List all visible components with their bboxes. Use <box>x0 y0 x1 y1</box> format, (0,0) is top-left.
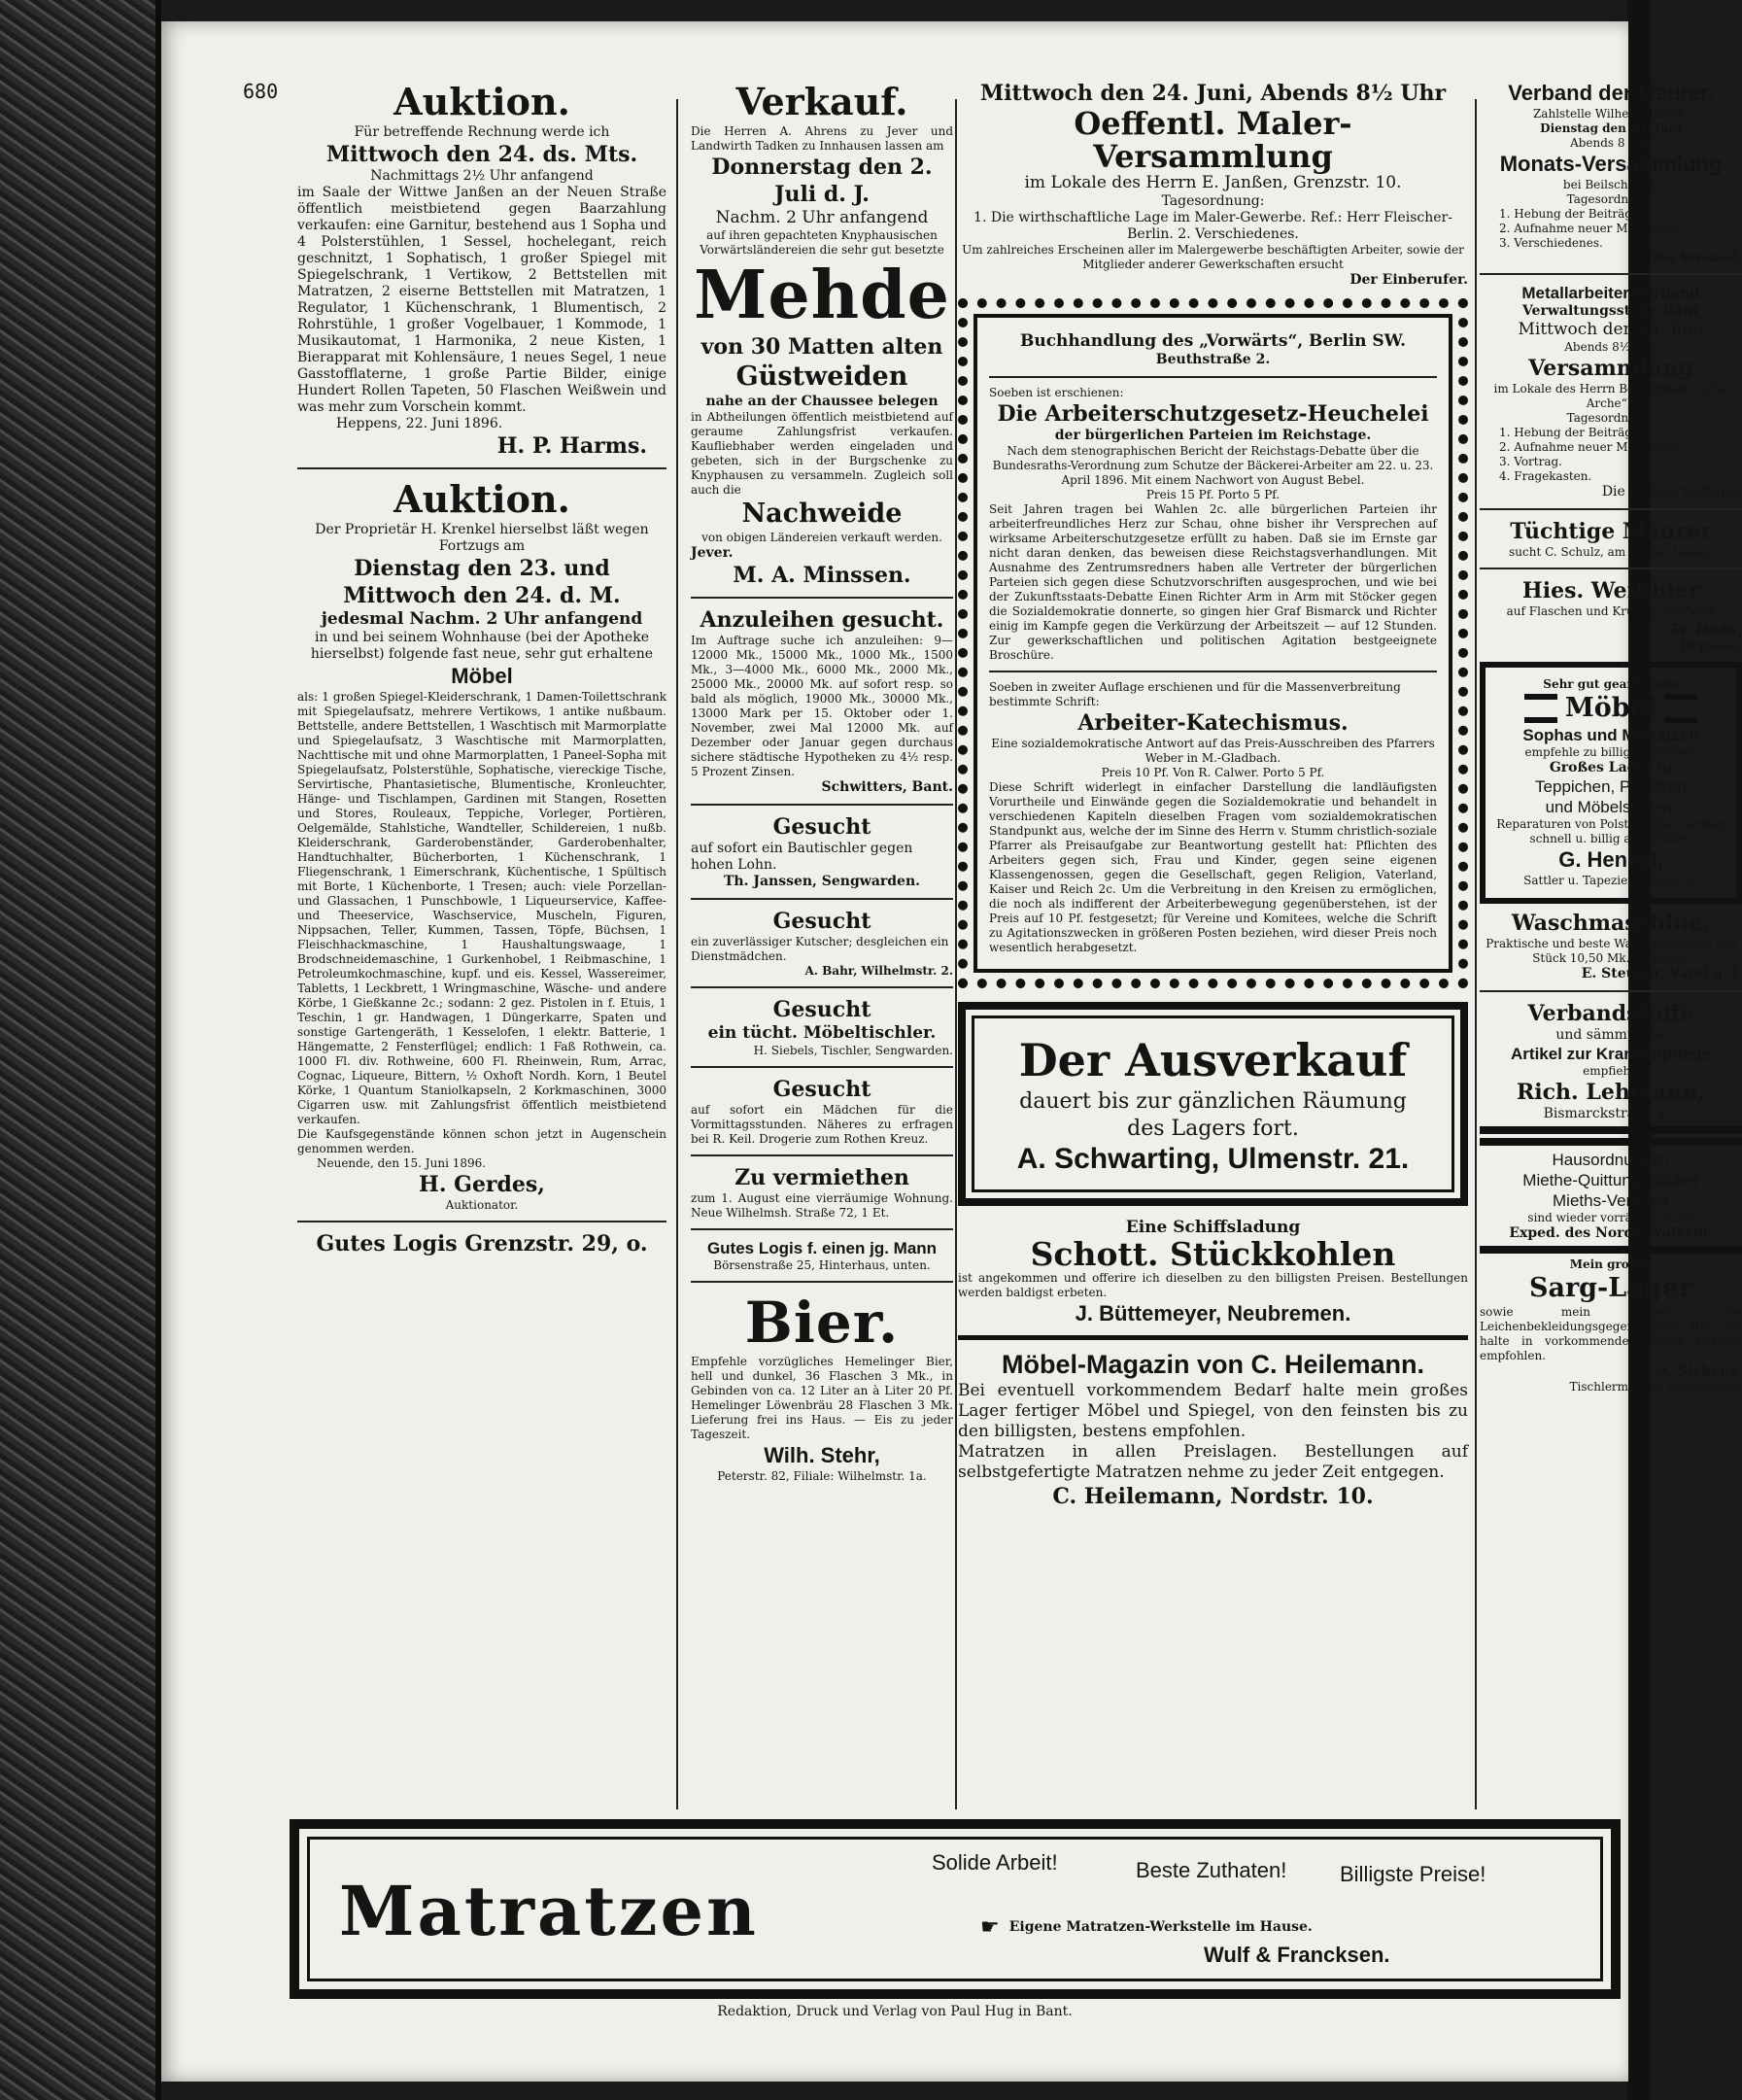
verkauf-sub3: nahe an der Chaussee belegen <box>705 394 939 409</box>
divider <box>1480 568 1742 569</box>
sarg-top: Mein großes <box>1569 1257 1653 1271</box>
auktion2-title: Auktion. <box>393 477 570 521</box>
gesucht1-signature: Th. Janssen, Sengwarden. <box>723 874 921 889</box>
moebelbox-line5: und Möbelstoffen. <box>1545 798 1677 816</box>
gesucht4-body: auf sofort ein Mädchen für die Vormittagsstunden. Näheres zu erfragen bei R. Keil. Drogerie zum Rothen Kreuz. <box>691 1103 953 1146</box>
maler-body: Um zahlreiches Erscheinen aller im Malergewerbe beschäftigten Arbeiter, sowie der Mitglieder anderer Gewerkschaften ersucht <box>962 243 1464 271</box>
kohlen-body: ist angekommen und offerire ich dieselben zu den billigsten Preisen. Bestellungen werden baldigst erbeten. <box>958 1271 1468 1299</box>
gesucht1-body: auf sofort ein Bautischler gegen hohen Lohn. <box>691 841 913 873</box>
auktion1-intro: Für betreffende Rechnung werde ich <box>354 124 610 140</box>
auktion2-body: als: 1 großen Spiegel-Kleiderschrank, 1 Damen-Toilettschrank mit Spiegelaufsatz, mehrere Vertikows, 1 antike nußbaum. Bettstelle, andere Bettstellen, 1 Waschtisch mit Marmorplatte und Spiegelaufsatz, 3 Waschtische mit Marmorplatten, Nachttische mit und ohne Marmorplatten, 1 Paneel-Sopha mit Spiegelaufsatz, Polsterstühle, Sophatische, viereckige Tische, Servirtische, Phantasietische, Blumentische, Kronleuchter, Hänge- und Tischlampen, Gardinen mit Stangen, Rosetten und Stores, Rouleaux, Teppiche, Vorleger, Portièren, Oelgemälde, Stahlstiche, Wandteller, Schildereien, 1 nußb. Kleiderschrank, Garderobenständer, Garderobenhalter, Handtuchhalter, Bücherborten, 1 Küchenschrank, 1 Fliegenschrank, 1 Eimerschrank, Küchentische, 1 Spültisch mit Borte, 1 Küchenborte, 1 Tresen; auch: viele Porzellan- und Glassachen, 1 Punschbowle, 1 Liqueurservice, Kaffee- und Theeservice, Waschservice, Muscheln, Figuren, Nippsachen, Teller, Kummen, Tassen, Töpfe, Büchsen, 1 Fleischhackmaschine, 1 Haushaltungswaage, 1 Brodschneidemaschine, 1 Gurkenhobel, 1 Reibmaschine, 1 Petroleumkochmaschine, kupf. und eis. Kessel, Wassereimer, Tabletts, 1 Leckbrett, 1 Wringmaschine, Wäsche- und andere Körbe, 1 Gießkanne 2c.; sodann: 2 gez. Pistolen in f. Etuis, 1 Teschin, 1 gr. Handwagen, 1 Düngerkarre, Spaten und sonstige Gartengeräth, 1 Kesselofen, 1 elektr. Batterie, 1 Hängematte, 2 Fensterflügel; endlich: 1 Faß Rothwein, ca. 1000 Fl. div. Rothweine, 600 Fl. Rheinwein, Rum, Arrac, Cognac, Liqueure, Bittern, ½ Oxhoft Nordh. Korn, 1 Beutel Körke, 1 Quantum Staniolkapseln, 2 Korkmaschinen, 3000 Cigarren usw. mit Zahlungsfrist öffentlich meistbietend verkaufen. <box>297 690 666 1126</box>
gesucht2-body: ein zuverlässiger Kutscher; desgleichen ein Dienstmädchen. <box>691 935 949 963</box>
buch-body2: Diese Schrift widerlegt in einfacher Darstellung die landläufigsten Vorurtheile und Einwände gegen die Sozialdemokratie und behandelt in verschiedenen Kapiteln dieselben Fragen vom sozialdemokratischen Standpunkt aus, welche der im Sinne des Herrn v. Stumm christlich-soziale Pfarrer als Preisaufgabe zur Beantwortung gestellt hat: Pflichten des Arbeiters gegen sich, Frau und Kinder, gegen seine eigenen Klassengenossen, gegen die Gesellschaft, gegen Religion, Vaterland, Kaiser und Reich 2c. Um die Verbreitung in den Kreisen zu ermöglichen, die noch als indifferent der Arbeiterbewegung gegenüberstehen, ist der Preis auf 10 Pf. festgesetzt; für Vereine und Komitees, welche die Schrift zu Agitationszwecken in größeren Posten beziehen, wird dieser Preis noch wesentlich herabgesetzt. <box>989 780 1437 954</box>
metall-signature: Die Ortsverwaltung. <box>1601 484 1742 499</box>
maurer2-body: sucht C. Schulz, am Banter Hafen. <box>1509 545 1713 559</box>
logis-ad: Gutes Logis Grenzstr. 29, o. <box>316 1231 648 1257</box>
metall-big: Versammlung <box>1528 356 1693 381</box>
divider <box>691 1228 953 1230</box>
heilemann-signature: C. Heilemann, Nordstr. 10. <box>1052 1484 1374 1509</box>
maurer-agenda-3: 3. Verschiedenes. <box>1499 236 1603 250</box>
divider <box>297 467 666 469</box>
verband-line2: Artikel zur Krankenpflege <box>1511 1045 1711 1063</box>
maler-agenda-title: Tagesordnung: <box>1161 193 1265 209</box>
moebelbox-signature: G. Henkel, <box>1558 847 1663 872</box>
buch-body: Seit Jahren tragen bei Wahlen 2c. alle bürgerlichen Parteien ihr arbeiterfreundliches Herz zur Schau, ohne bisher ihr Versprechen auf wirksame Arbeiterschutzgesetze erfüllt zu haben. Daß sie im Ernste gar nicht daran denken, das beweisen diese Reichstagsverhandlungen. Mit Ausnahme des Zentrumsredners haben alle Vertreter der bürgerlichen Parteien sich gegen diese Schutzvorschriften ausgesprochen, und wie bei der Zukunftsstaats-Debatte Einen Richter Arm in Arm mit Stöcker gegen die Sozialdemokratie donnerte, so gingen hier Graf Bismarck und Richter einig im Kampfe gegen die Verkürzung der Arbeitszeit — auf 12 Stunden. Zur gewerkschaftlichen und politischen Agitation bestgeeignete Broschüre. <box>989 502 1437 662</box>
buch-header: Buchhandlung des „Vorwärts“, Berlin SW. <box>1019 331 1407 351</box>
newspaper-page <box>161 21 1742 2082</box>
maurer-date: Dienstag den 23. Juni <box>1540 121 1682 135</box>
weissbier-place: Heppens. <box>1680 639 1742 653</box>
divider <box>691 1066 953 1068</box>
verkauf-time: Nachm. 2 Uhr anfangend <box>715 208 929 227</box>
matratzen-s2: Beste Zuthaten! <box>1136 1858 1287 1882</box>
buch-street: Beuthstraße 2. <box>1155 352 1271 367</box>
auktion1-place-date: Heppens, 22. Juni 1896. <box>336 416 503 431</box>
verkauf-intro: Die Herren A. Ahrens zu Jever und Landwirth Tadken zu Innhausen lassen am <box>691 124 953 153</box>
maurer-signature: Der Vorstand. <box>1652 251 1742 264</box>
ausverkauf-signature: A. Schwarting, Ulmenstr. 21. <box>1016 1143 1410 1175</box>
buch-desc: Nach dem stenographischen Bericht der Reichstags-Debatte über die Bundesraths-Verordnung zum Schutze der Bäckerei-Arbeiter am 22. u. 23. April 1896. Mit einem Nachwort von August Bebel. <box>992 444 1434 487</box>
verband-title: Verbandstoffe <box>1527 1001 1694 1026</box>
moebelbox-address: Sattler u. Tapezier, Wallstr. 4. <box>1523 874 1698 887</box>
wasch-body: Praktische und beste Waschmaschine, das Stück 10,50 Mk. empfiehlt <box>1486 937 1736 965</box>
anzuleihen-signature: Schwitters, Bant. <box>821 779 953 795</box>
auktion1-date: Mittwoch den 24. ds. Mts. <box>325 142 638 167</box>
sarg-body: sowie mein Lager von Leichenbekleidungsgegenständen aller Art halte in vorkommenden Fällen bestens empfohlen. <box>1480 1305 1742 1362</box>
moebelbox-title: Möbel <box>1564 693 1657 723</box>
divider <box>691 1154 953 1156</box>
metall-agenda-title: Tagesordnung: <box>1566 411 1656 425</box>
divider <box>691 986 953 988</box>
ausverkauf-line2: des Lagers fort. <box>1127 1117 1299 1141</box>
moebelbox-title-row <box>1493 692 1728 725</box>
maler-agenda: 1. Die wirthschaftliche Lage im Maler-Gewerbe. Ref.: Herr Fleischer-Berlin. 2. Verschiedenes. <box>973 210 1452 242</box>
matratzen-line-row <box>980 1915 1313 1940</box>
auktion2-intro2: in und bei seinem Wohnhause (bei der Apotheke hierselbst) folgende fast neue, sehr gut erhaltene <box>310 630 654 662</box>
matratzen-big: Matratzen <box>339 1871 759 1951</box>
metall-agenda-1: 1. Hebung der Beiträge. <box>1499 426 1643 439</box>
column-4 <box>1480 80 1742 1394</box>
verkauf-nachweide: Nachweide <box>741 499 903 529</box>
sarg-address: Tischlermeister, Neubremen. <box>1569 1380 1742 1394</box>
weissbier-signature: Fr. Maës, <box>1671 620 1742 638</box>
haus-line2: Miethe-Quittungsbücher <box>1522 1171 1699 1189</box>
auktion2-place-date: Neuende, den 15. Juni 1896. <box>317 1156 487 1170</box>
maurer-agenda-2: 2. Aufnahme neuer Mitglieder. <box>1499 222 1681 235</box>
page-number: 680 <box>243 80 279 103</box>
divider <box>297 1221 666 1222</box>
gesucht3-signature: H. Siebels, Tischler, Sengwarden. <box>753 1044 953 1057</box>
gesucht2-signature: A. Bahr, Wilhelmstr. 2. <box>804 964 953 978</box>
sarg-signature: A. Siebens, <box>1657 1363 1742 1379</box>
verkauf-body2: von obigen Ländereien verkauft werden. <box>701 531 942 544</box>
moebelbox-line6: Reparaturen von Polstermöbel werden schnell u. billig ausgeführt. <box>1496 817 1725 845</box>
anzuleihen-title: Anzuleihen gesucht. <box>700 607 944 633</box>
weissbier-body: auf Flaschen und Kruken empfiehlt <box>1506 604 1716 618</box>
maler-title: Oeffentl. Maler-Versammlung <box>1074 105 1352 175</box>
stripe-decoration <box>1664 694 1697 723</box>
vermiethen-body: zum 1. August eine vierräumige Wohnung. Neue Wilhelmsh. Straße 72, 1 Et. <box>691 1191 953 1220</box>
metall-sub: Verwaltungsstelle Bant <box>1521 303 1700 319</box>
moebel-box <box>1480 662 1742 904</box>
haus-body: sind wieder vorräthig in der <box>1527 1211 1694 1224</box>
verkauf-body: in Abtheilungen öffentlich meistbietend auf geraume Zahlungsfrist verkaufen. Kaufliebhaber werden eingeladen und gebeten, sich in der Burgschenke zu Knyphausen zu versammeln. Zugleich soll auch die <box>691 410 953 497</box>
verkauf-sub2: Güstweiden <box>735 361 908 392</box>
maurer-place: bei Beilschmidt. <box>1562 178 1659 191</box>
auktion1-time: Nachmittags 2½ Uhr anfangend <box>370 168 594 184</box>
maurer-agenda-1: 1. Hebung der Beiträge. <box>1499 207 1643 221</box>
divider <box>691 898 953 900</box>
kohlen-title: Eine Schiffsladung <box>1125 1218 1301 1237</box>
divider <box>691 597 953 599</box>
bier-signature: Wilh. Stehr, <box>764 1443 880 1467</box>
verband-signature: Rich. Lehmann, <box>1517 1080 1705 1105</box>
auktion1-signature: H. P. Harms. <box>496 433 647 459</box>
moebelbox-top: Sehr gut gearbeitete <box>1543 677 1679 691</box>
heilemann-body2: Matratzen in allen Preislagen. Bestellungen auf selbstgefertigte Matratzen nehme zu jeder Zeit entgegen. <box>958 1442 1468 1482</box>
gesucht3-body: ein tücht. Möbeltischler. <box>707 1023 937 1043</box>
gesucht3-title: Gesucht <box>772 997 871 1022</box>
metall-agenda-4: 4. Fragekasten. <box>1499 469 1592 483</box>
metall-time: Abends 8½ Uhr <box>1564 340 1657 354</box>
ausverkauf-line1: dauert bis zur gänzlichen Räumung <box>1019 1089 1407 1114</box>
imprint-footer: Redaktion, Druck und Verlag von Paul Hug in Bant. <box>717 2004 1073 2019</box>
book-binding <box>0 0 161 2100</box>
auktion2-note: Die Kaufsgegenstände können schon jetzt in Augenschein genommen werden. <box>297 1127 666 1155</box>
buch-desc2: Eine sozialdemokratische Antwort auf das Preis-Ausschreiben des Pfarrers Weber in M.-Gladbach. <box>991 737 1435 765</box>
kohlen-signature: J. Büttemeyer, Neubremen. <box>1075 1301 1351 1325</box>
maurer2-title: Tüchtige Maurer <box>1510 519 1712 544</box>
verband-line1: und sämmtliche <box>1555 1027 1666 1043</box>
matratzen-ad <box>290 1819 1621 1999</box>
verkauf-date: Donnerstag den 2. Juli d. J. <box>711 155 933 207</box>
logis2-body: Börsenstraße 25, Hinterhaus, unten. <box>713 1258 931 1272</box>
buch-price: Preis 15 Pf. Porto 5 Pf. <box>1145 488 1281 501</box>
verkauf-mehde: Mehde <box>694 257 950 334</box>
haus-line1: Hausordnungen <box>1552 1151 1670 1169</box>
auktion2-signature: H. Gerdes, <box>419 1172 545 1197</box>
verkauf-signature: M. A. Minssen. <box>733 563 911 588</box>
metall-title: Metallarbeiter-Verband <box>1521 284 1700 302</box>
auktion2-intro: Der Proprietär H. Krenkel hierselbst läßt wegen Fortzugs am <box>315 522 649 554</box>
heilemann-title: Möbel-Magazin von C. Heilemann. <box>1001 1350 1425 1379</box>
moebelbox-line3: Großes Lager in <box>1549 760 1673 775</box>
vermiethen-title: Zu vermiethen <box>734 1165 909 1190</box>
column-3 <box>958 80 1468 1510</box>
divider <box>958 1335 1468 1340</box>
maurer-sub: Zahlstelle Wilhelmshaven. <box>1532 107 1690 120</box>
gesucht4-title: Gesucht <box>772 1077 871 1102</box>
moebelbox-line2: empfehle zu billigen Preisen. <box>1524 745 1697 759</box>
kohlen-big: Schott. Stückkohlen <box>1030 1235 1396 1273</box>
vorwaerts-box <box>958 298 1468 988</box>
bar-divider <box>1480 1126 1742 1134</box>
bier-address: Peterstr. 82, Filiale: Wilhelmstr. 1a. <box>717 1469 927 1483</box>
column-rule <box>955 99 957 1809</box>
ausverkauf-title: Der Ausverkauf <box>1018 1034 1408 1086</box>
matratzen-s1: Solide Arbeit! <box>932 1850 1058 1875</box>
auktion1-title: Auktion. <box>393 80 570 123</box>
auktion2-time: jedesmal Nachm. 2 Uhr anfangend <box>321 609 643 629</box>
auktion2-moebel: Möbel <box>451 664 513 688</box>
divider <box>1480 273 1742 275</box>
bar-divider <box>1480 1246 1742 1254</box>
matratzen-signature: Wulf & Francksen. <box>1204 1943 1390 1967</box>
auktion2-role: Auktionator. <box>445 1198 519 1212</box>
buch-price2: Preis 10 Pf. Von R. Calwer. Porto 5 Pf. <box>1101 766 1325 779</box>
verkauf-intro2: auf ihren gepachteten Knyphausischen Vorwärtsländereien die sehr gut besetzte <box>700 228 944 257</box>
anzuleihen-body: Im Auftrage suche ich anzuleihen: 9—12000 Mk., 15000 Mk., 1000 Mk., 1500 Mk., 3—4000 Mk., 6000 Mk., 2000 Mk., 25000 Mk., 20000 Mk. auf sofort resp. so bald als möglich, 19000 Mk., 30000 Mk., 13000 Mark per 15. Oktober oder 1. November, zwei Mal 12000 Mk. auf Dezember oder Januar gegen durchaus sichere städtische Hypotheken zu 4½ resp. 5 Prozent Zinsen. <box>691 634 953 778</box>
metall-agenda-3: 3. Vortrag. <box>1499 455 1562 468</box>
matratzen-s3: Billigste Preise! <box>1340 1862 1486 1886</box>
buch-subtitle: der bürgerlichen Parteien im Reichstage. <box>1054 428 1372 443</box>
verband-line3: empfiehlt <box>1583 1064 1639 1078</box>
sarg-title: Sarg-Lager <box>1528 1273 1693 1303</box>
haus-line3: Mieths-Verträge <box>1553 1191 1669 1210</box>
divider <box>1480 990 1742 992</box>
auktion2-date2: Mittwoch den 24. d. M. <box>343 583 621 608</box>
maurer-big: Monats-Versammlung <box>1499 152 1723 176</box>
maurer-time: Abends 8 Uhr <box>1570 136 1652 150</box>
metall-agenda-2: 2. Aufnahme neuer Mitglieder. <box>1499 440 1681 454</box>
gesucht2-title: Gesucht <box>772 909 871 934</box>
buch-title2: Arbeiter-Katechismus. <box>1077 710 1349 736</box>
auktion2-date1: Dienstag den 23. und <box>354 556 610 581</box>
heilemann-body: Bei eventuell vorkommendem Bedarf halte mein großes Lager fertiger Möbel und Spiegel, von den feinsten bis zu den billigsten, bestens empfohlen. <box>958 1381 1468 1441</box>
moebelbox-line1: Sophas und Matratzen <box>1522 726 1699 744</box>
gesucht1-title: Gesucht <box>772 814 871 840</box>
stripe-decoration <box>1524 694 1557 723</box>
wasch-signature: E. Steuder, Varel a. J. <box>1581 966 1742 981</box>
bar-divider <box>1480 1138 1742 1146</box>
divider <box>989 376 1437 378</box>
haus-signature: Exped. des Nordd. Volksbl. <box>1509 1225 1713 1241</box>
maler-place: im Lokale des Herrn E. Janßen, Grenzstr. 10. <box>1024 173 1402 192</box>
buch-intro: Soeben ist erschienen: <box>989 386 1124 399</box>
buch-title: Die Arbeiterschutzgesetz-Heuchelei <box>997 401 1429 427</box>
weissbier-title: Hies. Weißbier <box>1521 578 1700 603</box>
column-rule <box>676 99 678 1809</box>
buch-intro2: Soeben in zweiter Auflage erschienen und für die Massenverbreitung bestimmte Schrift: <box>989 680 1401 708</box>
pointing-hand-icon: ☛ <box>980 1915 1000 1940</box>
maurer-agenda-title: Tagesordnung: <box>1566 192 1656 206</box>
metall-date: Mittwoch den 24. Juni <box>1518 320 1704 339</box>
logis2-title: Gutes Logis f. einen jg. Mann <box>706 1239 938 1257</box>
maler-signature: Der Einberufer. <box>1349 272 1468 288</box>
verkauf-sub1: von 30 Matten alten <box>700 334 943 360</box>
divider <box>691 1281 953 1283</box>
column-1 <box>297 80 666 1257</box>
column-2 <box>691 80 953 1484</box>
divider <box>1480 508 1742 510</box>
divider <box>691 804 953 806</box>
verkauf-place: Jever. <box>691 545 734 561</box>
ausverkauf-box <box>958 1002 1468 1206</box>
bier-title: Bier. <box>744 1290 900 1356</box>
wasch-title: Waschmaschine. <box>1511 911 1711 936</box>
divider <box>989 671 1437 672</box>
column-rule <box>1475 99 1477 1809</box>
maurer-title: Verband der Maurer. <box>1508 81 1714 105</box>
verband-address: Bismarckstraße 15. <box>1543 1106 1679 1121</box>
matratzen-line: Eigene Matratzen-Werkstelle im Hause. <box>1008 1919 1313 1935</box>
verkauf-title: Verkauf. <box>735 80 908 123</box>
moebelbox-line4: Teppichen, Portièren <box>1535 777 1687 796</box>
bier-body: Empfehle vorzügliches Hemelinger Bier, hell und dunkel, 36 Flaschen 3 Mk., in Gebinden von ca. 12 Liter an à Liter 20 Pf. Hemelinger Löwenbräu 28 Flaschen 3 Mk. Lieferung frei ins Haus. — Eis zu jeder Tageszeit. <box>691 1355 953 1441</box>
maler-date: Mittwoch den 24. Juni, Abends 8½ Uhr <box>979 81 1447 106</box>
auktion1-body: im Saale der Wittwe Janßen an der Neuen Straße öffentlich meistbietend gegen Baarzahlung verkaufen: eine Garnitur, bestehend aus 1 Sopha und 4 Polsterstühlen, 1 Sessel, hochelegant, reich geschnitzt, 1 Sophatisch, 1 großer Spiegel mit Spiegelschrank, 1 Vertikow, 2 Bettstellen mit Matratzen, 2 eiserne Bettstellen mit Matratzen, 1 Regulator, 1 Küchenschrank, 1 Blumentisch, 2 Rohrstühle, 1 großer Vogelbauer, 1 Kommode, 1 Musikautomat, 1 Harmonika, 2 neue Kisten, 1 Bierapparat mit Kohlensäure, 1 neues Segel, 1 neue Gasstofflaterne, 1 große Partie Bilder, einige Hundert Rollen Tapeten, 50 Flaschen Weißwein und was mehr zum Vorschein kommt. <box>297 185 666 415</box>
matratzen-ad-inner <box>307 1837 1603 1981</box>
metall-place: im Lokale des Herrn Beilschmidt, („Zur Arche“). <box>1493 382 1728 410</box>
